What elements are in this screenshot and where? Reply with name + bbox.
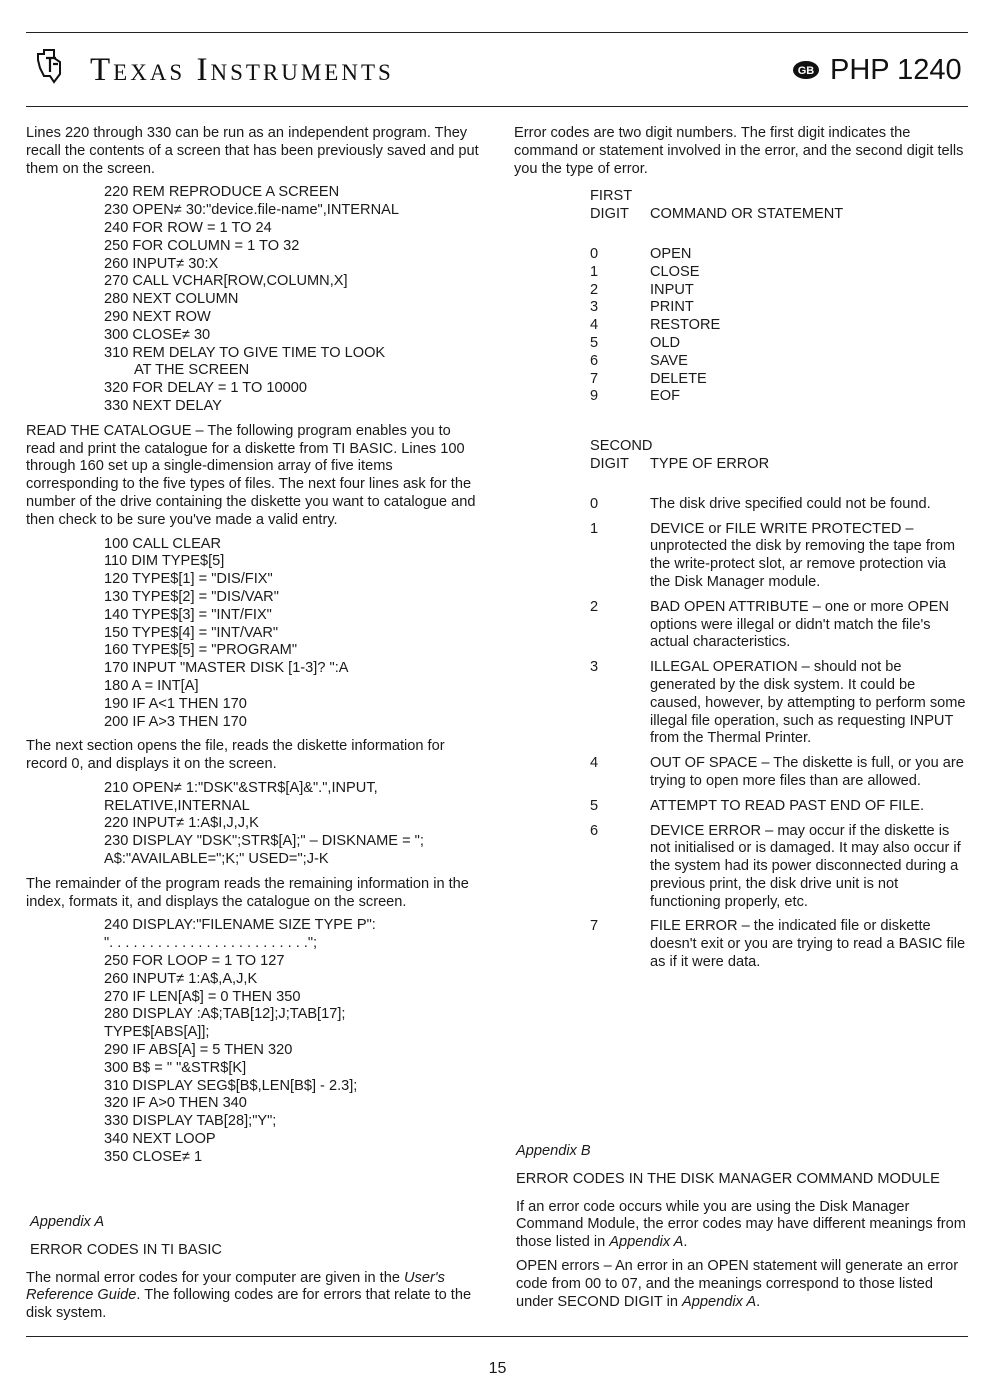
error-row: 0 The disk drive specified could not be found.: [590, 495, 931, 512]
right-intro-paragraph: Error codes are two digit numbers. The first digit indicates the command or statement involved in the error, and the second digit tells you the type of error.: [514, 125, 964, 177]
appendix-a-section: [26, 1214, 484, 1329]
code-line: 200 IF A>3 THEN 170: [104, 713, 247, 730]
footer-rule: [26, 1336, 968, 1337]
left-column: [26, 125, 484, 1174]
appendix-b-label: Appendix B: [516, 1143, 591, 1159]
remainder-paragraph: The remainder of the program reads the remaining information in the index, formats it, and displays the catalogue on the screen.: [26, 875, 469, 910]
header-rule: [26, 106, 968, 107]
code-line: 330 NEXT DELAY: [104, 397, 222, 414]
table-row: 2 INPUT: [590, 281, 694, 298]
code-line: AT THE SCREEN: [134, 362, 250, 379]
appendix-a-paragraph: The normal error codes for your computer are given in the User's Reference Guide. The following codes are for errors that relate to the disk system.: [26, 1269, 472, 1322]
svg-text:GB: GB: [797, 65, 815, 77]
first-digit-table: [590, 188, 969, 495]
code-line: 250 FOR COLUMN = 1 TO 32: [104, 237, 300, 254]
code-line: 320 IF A>0 THEN 340: [104, 1095, 247, 1112]
code-line: 210 OPEN≠ 1:"DSK"&STR$[A]&".",INPUT,: [104, 779, 378, 796]
code-line: 110 DIM TYPE$[5]: [104, 553, 225, 570]
appendix-b-title: ERROR CODES IN THE DISK MANAGER COMMAND MODULE: [516, 1170, 940, 1187]
code-line: 230 OPEN≠ 30:"device.file-name",INTERNAL: [104, 202, 399, 219]
code-line: 280 DISPLAY :A$;TAB[12];J;TAB[17];: [104, 1006, 346, 1023]
table-row: 6 SAVE: [590, 352, 688, 369]
code-block-reproduce: [104, 184, 484, 415]
code-line: 100 CALL CLEAR: [104, 535, 222, 552]
error-row: 4 OUT OF SPACE – The diskette is full, or you are trying to open more files than are allowed.: [590, 755, 964, 789]
code-block-open: [104, 780, 484, 869]
appendix-a-title: ERROR CODES IN TI BASIC: [30, 1241, 222, 1258]
table-row: 0 OPEN: [590, 245, 692, 262]
right-column: [514, 125, 969, 979]
code-line: 350 CLOSE≠ 1: [104, 1148, 203, 1165]
code-line: 240 FOR ROW = 1 TO 24: [104, 219, 272, 236]
error-row: 6 DEVICE ERROR – may occur if the diskette is not initialised or is damaged. It may also occur if the system had its power disconnected during a previous print, the disk drive unit is not functioning properly, etc.: [590, 822, 961, 910]
code-line: A$:"AVAILABLE=";K;" USED=";J-K: [104, 851, 329, 868]
appendix-b-paragraph-1: If an error code occurs while you are using the Disk Manager Command Module, the error codes may have different meanings from those listed in Appendix A.: [516, 1198, 966, 1251]
code-line: 280 NEXT COLUMN: [104, 291, 239, 308]
code-line: 310 DISPLAY SEG$[B$,LEN[B$] - 2.3];: [104, 1077, 358, 1094]
code-line: 270 IF LEN[A$] = 0 THEN 350: [104, 988, 301, 1005]
code-line: RELATIVE,INTERNAL: [104, 797, 250, 814]
table-row: 3 PRINT: [590, 299, 694, 316]
code-line: 330 DISPLAY TAB[28];"Y";: [104, 1113, 277, 1130]
code-line: 290 NEXT ROW: [104, 308, 211, 325]
code-line: 220 INPUT≠ 1:A$I,J,J,K: [104, 815, 259, 832]
first-head-row: DIGIT COMMAND OR STATEMENT: [590, 206, 844, 223]
code-line: 300 CLOSE≠ 30: [104, 326, 211, 343]
code-line: 340 NEXT LOOP: [104, 1131, 216, 1148]
second-head-row: DIGIT TYPE OF ERROR: [590, 455, 770, 472]
code-line: 240 DISPLAY:"FILENAME SIZE TYPE P":: [104, 917, 376, 934]
code-line: 160 TYPE$[5] = "PROGRAM": [104, 642, 297, 659]
error-row: 2 BAD OPEN ATTRIBUTE – one or more OPEN options were illegal or didn't match the file's actual characteristics.: [590, 598, 949, 651]
intro-paragraph: Lines 220 through 330 can be run as an independent program. They recall the contents of a screen that has been previously saved and put them on the screen.: [26, 125, 479, 177]
second-digit-list: [514, 496, 969, 972]
model-number: PHP 1240: [830, 54, 962, 86]
code-line: 120 TYPE$[1] = "DIS/FIX": [104, 571, 273, 588]
gb-badge-icon: [792, 60, 820, 80]
code-line: 300 B$ = " "&STR$[K]: [104, 1059, 247, 1076]
second-head-1: SECOND: [590, 438, 653, 455]
code-line: 320 FOR DELAY = 1 TO 10000: [104, 380, 307, 397]
code-line: 140 TYPE$[3] = "INT/FIX": [104, 606, 272, 623]
code-line: 260 INPUT≠ 30:X: [104, 255, 219, 272]
catalogue-paragraph: READ THE CATALOGUE – The following program enables you to read and print the catalogue for a diskette from TI BASIC. Lines 100 through 160 set up a single-dimension array of five items corresponding to the five types of files. The next four lines ask for the number of the drive containing the diskette you want to catalogue and then check to be sure you've made a valid entry.: [26, 422, 476, 528]
appendix-b-section: [514, 1143, 969, 1317]
error-row: 1 DEVICE or FILE WRITE PROTECTED – unprotected the disk by removing the tape from the write-protect slot, ar remove protection via the Disk Manager module.: [590, 520, 956, 590]
code-line: ". . . . . . . . . . . . . . . . . . . . . . . . .";: [104, 935, 318, 952]
page-number: 15: [488, 1360, 507, 1377]
code-line: 230 DISPLAY "DSK";STR$[A];" – DISKNAME = ";: [104, 833, 424, 850]
code-line: 150 TYPE$[4] = "INT/VAR": [104, 624, 279, 641]
appendix-b-paragraph-2: OPEN errors – An error in an OPEN statement will generate an error code from 00 to 07, and the meanings correspond to those listed under SECOND DIGIT in Appendix A.: [516, 1257, 959, 1310]
code-line: 170 INPUT "MASTER DISK [1-3]? ":A: [104, 660, 349, 677]
ti-logo-icon: [30, 46, 86, 86]
error-row: 3 ILLEGAL OPERATION – should not be generated by the disk system. It could be caused, however, by attempting to perform some illegal file operation, such as requesting INPUT from the Thermal Printer.: [590, 659, 966, 747]
table-row: 4 RESTORE: [590, 317, 721, 334]
code-block-catalogue: [104, 536, 484, 732]
first-head-1: FIRST: [590, 188, 633, 205]
code-line: 310 REM DELAY TO GIVE TIME TO LOOK: [104, 344, 386, 361]
code-line: TYPE$[ABS[A]];: [104, 1024, 210, 1041]
table-row: 1 CLOSE: [590, 263, 700, 280]
next-section-paragraph: The next section opens the file, reads the diskette information for record 0, and displays it on the screen.: [26, 738, 445, 773]
code-line: 260 INPUT≠ 1:A$,A,J,K: [104, 970, 258, 987]
brand-name: Texas Instruments: [90, 52, 394, 88]
table-row: 7 DELETE: [590, 370, 707, 387]
code-line: 270 CALL VCHAR[ROW,COLUMN,X]: [104, 273, 348, 290]
code-block-display: [104, 917, 484, 1166]
top-rule: [26, 32, 968, 33]
code-line: 220 REM REPRODUCE A SCREEN: [104, 184, 340, 201]
code-line: 190 IF A<1 THEN 170: [104, 695, 247, 712]
error-row: 5 ATTEMPT TO READ PAST END OF FILE.: [590, 797, 925, 814]
table-row: 5 OLD: [590, 334, 681, 351]
table-row: 9 EOF: [590, 388, 680, 405]
error-row: 7 FILE ERROR – the indicated file or diskette doesn't exit or you are trying to read a BASIC file as if it were data.: [590, 918, 966, 971]
code-line: 290 IF ABS[A] = 5 THEN 320: [104, 1042, 293, 1059]
code-line: 130 TYPE$[2] = "DIS/VAR": [104, 588, 279, 605]
code-line: 180 A = INT[A]: [104, 677, 199, 694]
code-line: 250 FOR LOOP = 1 TO 127: [104, 953, 285, 970]
appendix-a-label: Appendix A: [30, 1214, 105, 1230]
